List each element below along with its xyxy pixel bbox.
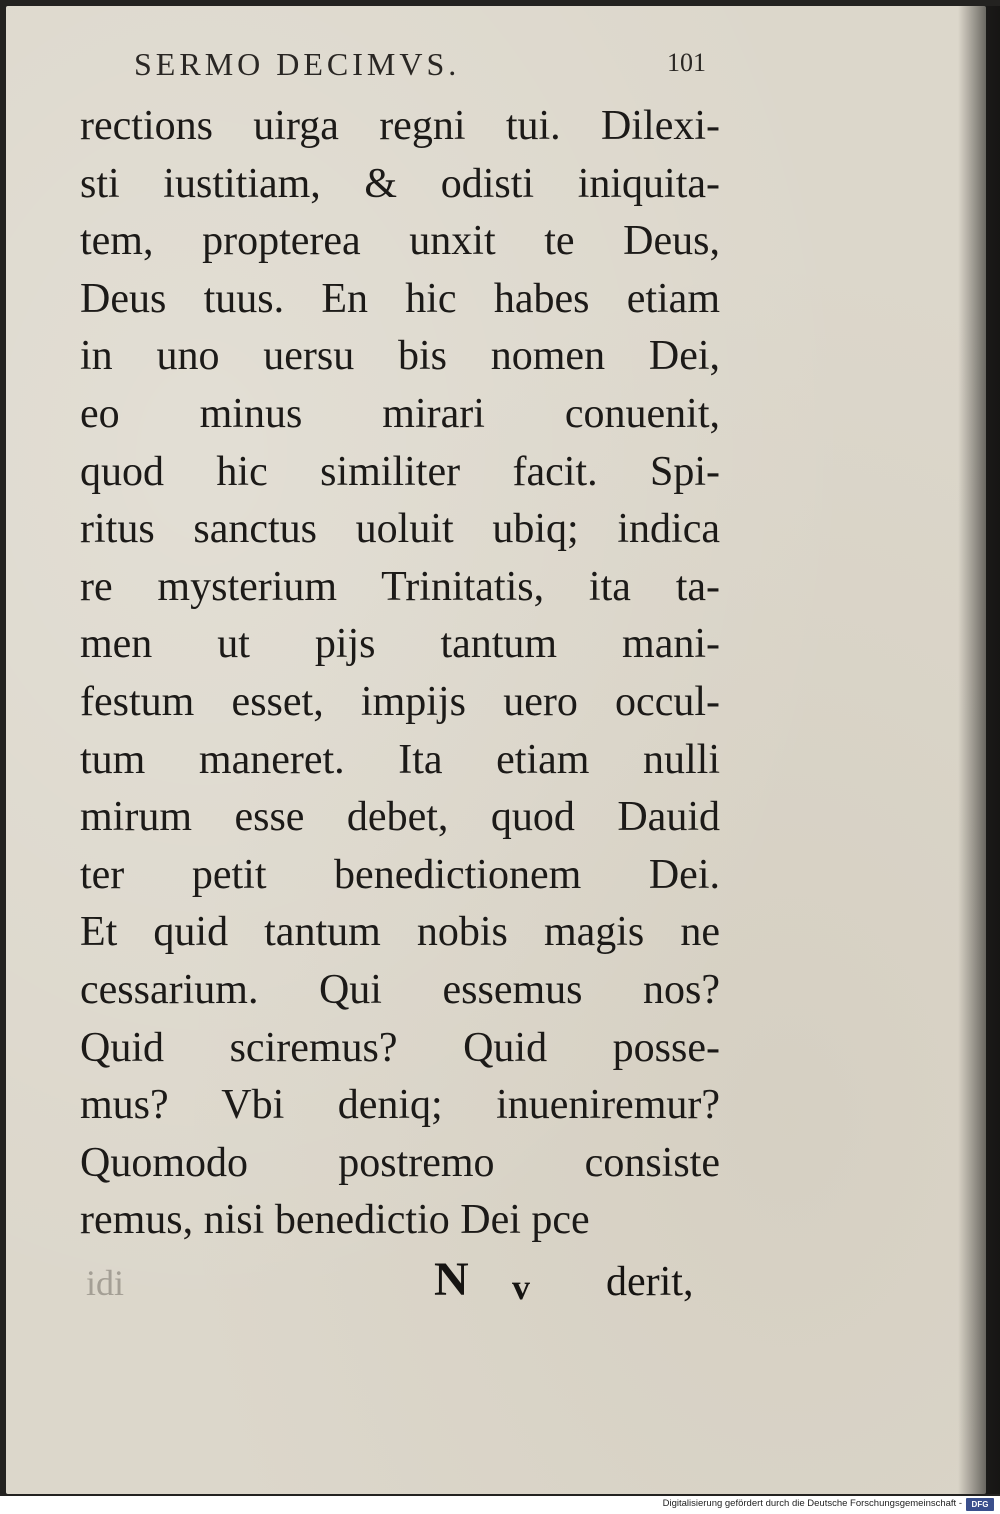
bleed-through-text: idi <box>86 1263 125 1303</box>
text-line: in uno uersu bis nomen Dei, <box>80 333 720 380</box>
page-header <box>134 44 714 88</box>
funding-credit: Digitalisierung gefördert durch die Deutsche Forschungsgemeinschaft - <box>662 1498 962 1509</box>
text-line: mus? Vbi deniq; inueniremur? <box>80 1082 720 1129</box>
digitization-footer <box>0 1496 1000 1514</box>
running-head: SERMO DECIMVS. <box>134 46 461 82</box>
text-line: tem, propterea unxit te Deus, <box>80 218 720 265</box>
text-line: men ut pijs tantum mani- <box>80 621 720 668</box>
text-line: quod hic similiter facit. Spi- <box>80 448 720 495</box>
text-line: Deus tuus. En hic habes etiam <box>80 275 720 322</box>
text-line: Quomodo postremo consiste <box>80 1139 720 1186</box>
text-line: Quid sciremus? Quid posse- <box>80 1024 720 1071</box>
text-line: festum esset, impijs uero occul- <box>80 678 720 725</box>
text-line: ritus sanctus uoluit ubiq; indica <box>80 506 720 553</box>
text-line: re mysterium Trinitatis, ita ta- <box>80 563 720 610</box>
text-line: remus, nisi benedictio Dei pce <box>80 1197 590 1244</box>
text-line: ter petit benedictionem Dei. <box>80 851 720 898</box>
text-line: tum maneret. Ita etiam nulli <box>80 736 720 783</box>
body-text <box>80 98 720 1250</box>
text-line: cessarium. Qui essemus nos? <box>80 966 720 1013</box>
text-line: sti iustitiam, & odisti iniquita- <box>80 160 720 207</box>
text-line: rections uirga regni tui. Dilexi- <box>80 103 720 149</box>
dfg-logo: DFG <box>966 1498 994 1511</box>
signature-mark: N <box>434 1253 469 1306</box>
text-line: mirum esse debet, quod Dauid <box>80 794 720 841</box>
page-edge-shadow <box>958 6 1000 1494</box>
page-number: 101 <box>667 48 706 77</box>
text-line: eo minus mirari conuenit, <box>80 390 720 437</box>
catchword: derit, <box>606 1259 694 1305</box>
text-line: Et quid tantum nobis magis ne <box>80 909 720 956</box>
signature-number: v <box>512 1267 530 1307</box>
